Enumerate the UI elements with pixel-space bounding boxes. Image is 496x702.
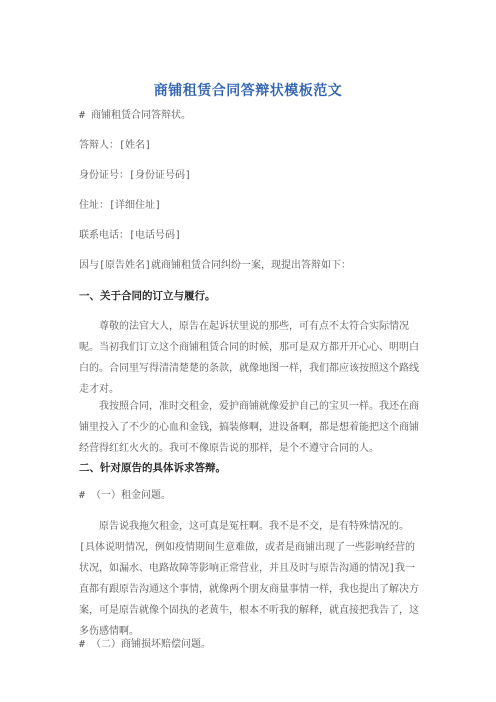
respondent-line: 答辩人：[姓名] xyxy=(79,140,152,151)
preamble-line: 因与[原告姓名]就商铺租赁合同纠纷一案，现提出答辩如下： xyxy=(79,260,352,271)
section1-paragraph-1 xyxy=(79,316,419,400)
section1-paragraph-2 xyxy=(79,396,419,459)
paragraph-text: 尊敬的法官大人，原告在起诉状里说的那些，可有点不太符合实际情况呢。当初我们订立这个商铺租赁合同的时候，那可是双方都开开心心、明明白白的。合同里写得清清楚楚的条款，就像地图一样，我们都应该按照这个路线走才对。 xyxy=(79,321,419,395)
id-number-line: 身份证号：[身份证号码] xyxy=(79,170,192,181)
paragraph-text: 我按照合同，准时交租金，爱护商铺就像爱护自己的宝贝一样。我还在商铺里投入了不少的心血和金钱，搞装修啊，进设备啊，都是想着能把这个商铺经营得红红火火的。我可不像原告说的那样，是个不遵守合同的人。 xyxy=(79,401,419,454)
section2-paragraph-1 xyxy=(79,516,419,642)
subsection-rent: # （一）租金问题。 xyxy=(79,490,172,501)
document-title: 商铺租赁合同答辩状模板范文 xyxy=(153,83,343,99)
intro-line: # 商铺租赁合同答辩状。 xyxy=(79,110,192,121)
phone-line: 联系电话：[电话号码] xyxy=(79,230,182,241)
address-line: 住址：[详细住址] xyxy=(79,200,162,211)
section1-heading: 一、关于合同的订立与履行。 xyxy=(79,290,216,302)
paragraph-text: 原告说我拖欠租金，这可真是冤枉啊。我不是不交，是有特殊情况的。[具体说明情况，例如疫情期间生意难做，或者是商铺出现了一些影响经营的状况，如漏水、电路故障等影响正常营业，并且及时与原告沟通的情况]我一直都有跟原告沟通这个事情，就像两个朋友商量事情一样，我也提出了解决方案，可是原告就像个固执的老黄牛，根本不听我的解释，就直接把我告了，这多伤感情啊。 xyxy=(79,521,419,637)
section2-heading: 二、针对原告的具体诉求答辩。 xyxy=(79,462,226,474)
subsection-damage: # （二）商铺损坏赔偿问题。 xyxy=(79,639,212,650)
